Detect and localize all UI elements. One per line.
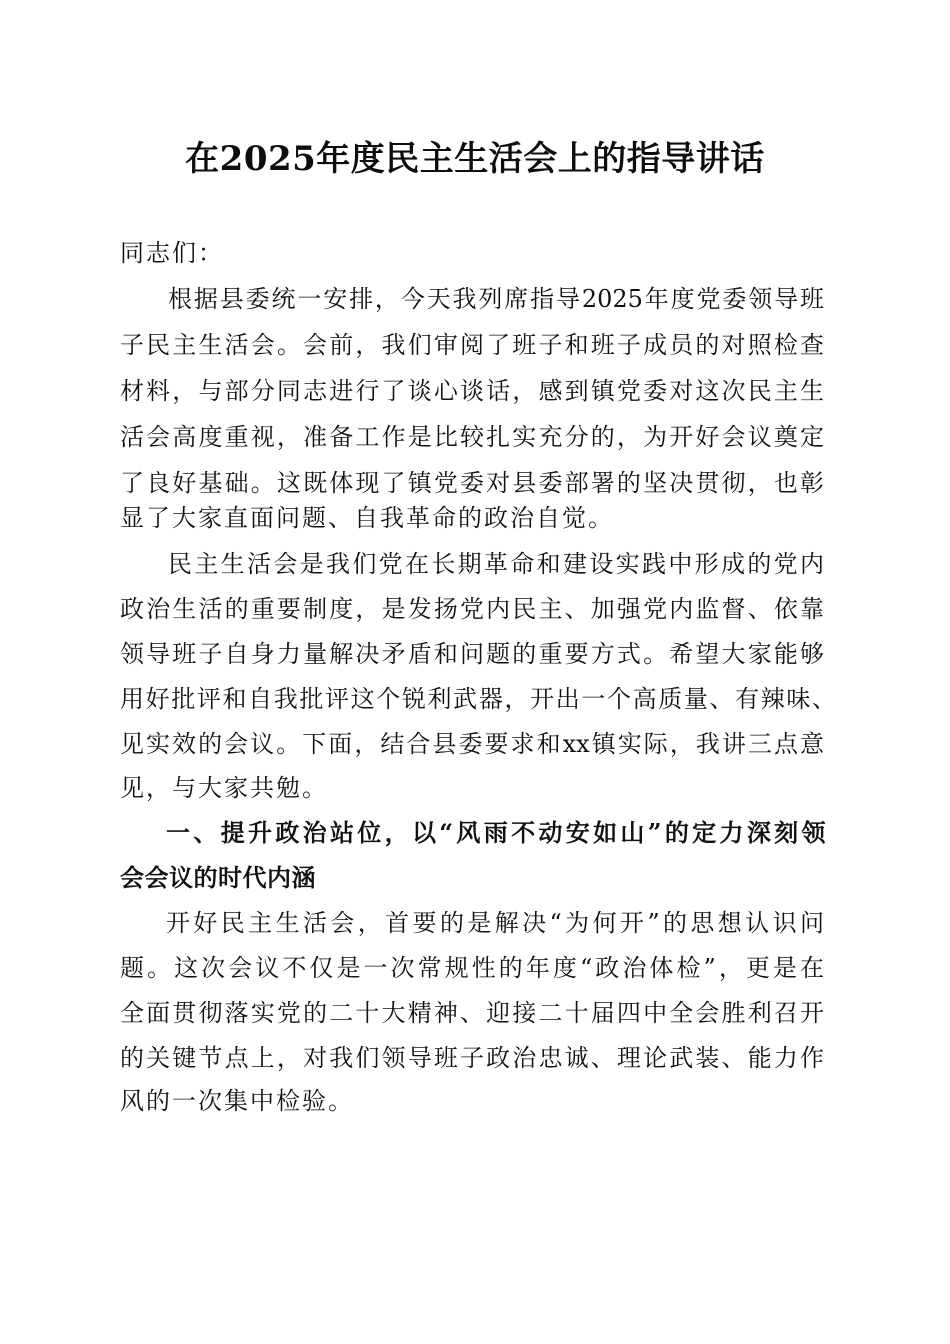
- paragraph-1-line-1: 根据县委统一安排，今天我列席指导2025年度党委领导班: [168, 285, 824, 313]
- paragraph-2-line-5: 见实效的会议。下面，结合县委要求和xx镇实际，我讲三点意: [120, 730, 824, 758]
- paragraph-2-line-4: 用好批评和自我批评这个锐利武器，开出一个高质量、有辣味、: [120, 685, 836, 713]
- paragraph-2-line-3: 领导班子自身力量解决矛盾和问题的重要方式。希望大家能够: [120, 640, 824, 668]
- section-heading-1-line-2: 会会议的时代内涵: [120, 863, 316, 892]
- section-heading-1-line-1: 一、提升政治站位，以“风雨不动安如山”的定力深刻领: [166, 818, 826, 847]
- paragraph-1-line-2: 子民主生活会。会前，我们审阅了班子和班子成员的对照检查: [120, 331, 824, 359]
- paragraph-2-line-2: 政治生活的重要制度，是发扬党内民主、加强党内监督、依靠: [120, 595, 824, 623]
- paragraph-3-line-4: 的关键节点上，对我们领导班子政治忠诚、理论武装、能力作: [120, 1044, 824, 1072]
- paragraph-1-line-4: 活会高度重视，准备工作是比较扎实充分的，为开好会议奠定: [120, 423, 824, 451]
- document-title: 在2025年度民主生活会上的指导讲话: [185, 139, 765, 179]
- paragraph-1-line-3: 材料，与部分同志进行了谈心谈话，感到镇党委对这次民主生: [120, 377, 824, 405]
- paragraph-3-line-3: 全面贯彻落实党的二十大精神、迎接二十届四中全会胜利召开: [120, 999, 824, 1027]
- paragraph-1-line-5: 了良好基础。这既体现了镇党委对县委部署的坚决贯彻，也彰: [120, 469, 824, 497]
- paragraph-2-line-1: 民主生活会是我们党在长期革命和建设实践中形成的党内: [168, 550, 824, 578]
- paragraph-3-line-5: 风的一次集中检验。: [120, 1087, 354, 1115]
- paragraph-3-line-2: 题。这次会议不仅是一次常规性的年度“政治体检”，更是在: [120, 954, 824, 982]
- paragraph-1-line-6: 显了大家直面问题、自我革命的政治自觉。: [120, 504, 614, 532]
- salutation: 同志们：: [120, 239, 224, 267]
- paragraph-3-line-1: 开好民主生活会，首要的是解决“为何开”的思想认识问: [166, 909, 824, 937]
- paragraph-2-line-6: 见，与大家共勉。: [120, 774, 328, 802]
